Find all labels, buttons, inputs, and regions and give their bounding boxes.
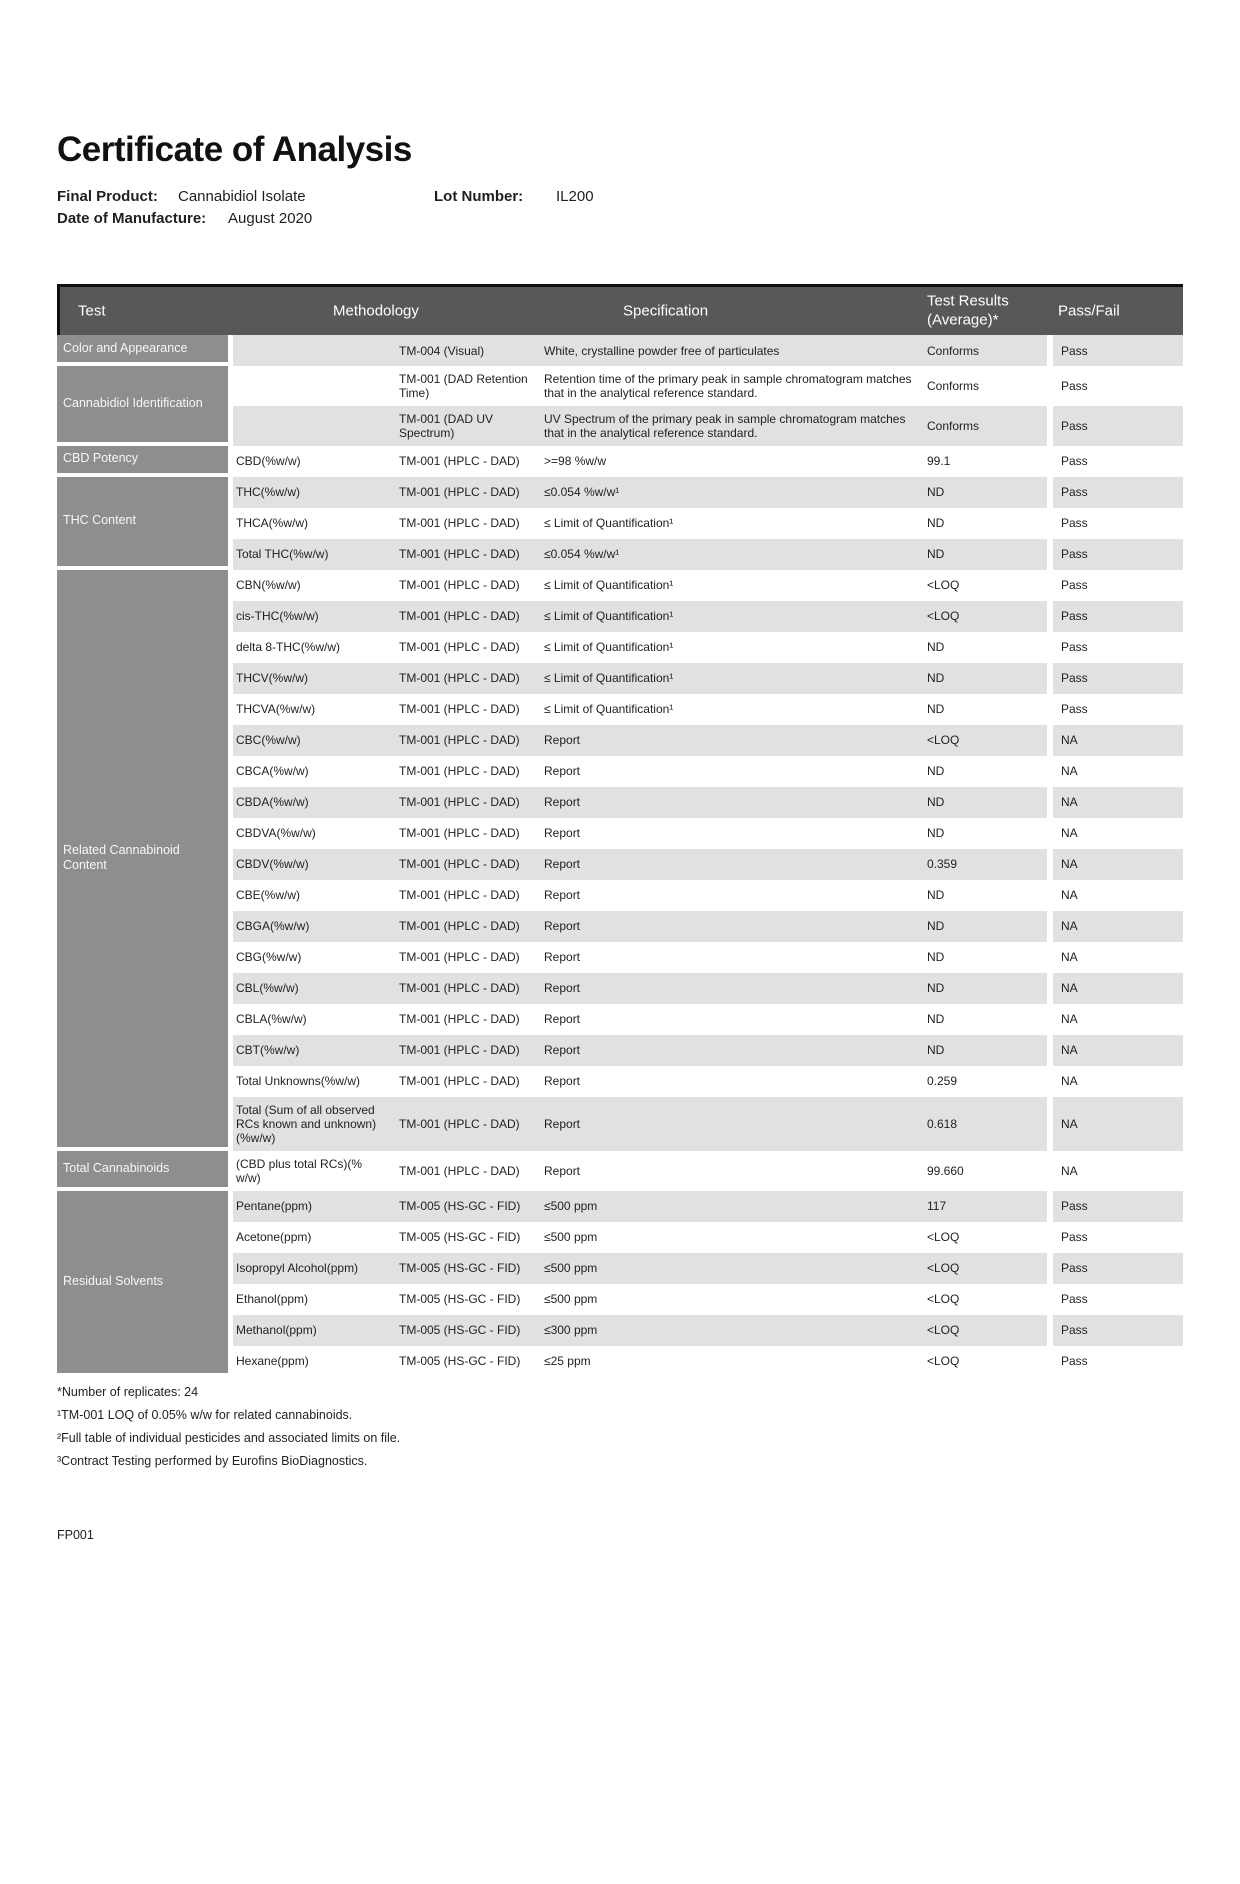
methodology-cell: TM-001 (HPLC - DAD) [396,756,541,787]
table-row [233,1346,1183,1377]
specification-cell: ≤ Limit of Quantification¹ [541,632,924,663]
result-cell: 117 [924,1191,1047,1222]
category-cell: Residual Solvents [57,1191,228,1373]
methodology-cell: TM-001 (DAD Retention Time) [396,366,541,406]
group-rows [233,477,1183,570]
specification-cell: ≤500 ppm [541,1222,924,1253]
pass-fail-cell: NA [1053,911,1183,942]
result-cell: ND [924,880,1047,911]
analyte-cell: CBG(%w/w) [233,942,396,973]
pass-fail-cell: NA [1053,849,1183,880]
table-row [233,1222,1183,1253]
group-rows [233,366,1183,446]
footnote-loq: ¹TM-001 LOQ of 0.05% w/w for related cannabinoids. [57,1407,353,1422]
pass-fail-cell: Pass [1053,601,1183,632]
methodology-cell: TM-001 (HPLC - DAD) [396,663,541,694]
group-rows [233,335,1183,366]
group-rows [233,1191,1183,1377]
methodology-cell: TM-001 (HPLC - DAD) [396,849,541,880]
result-cell: ND [924,632,1047,663]
test-group [57,1151,1183,1191]
methodology-cell: TM-005 (HS-GC - FID) [396,1191,541,1222]
methodology-cell: TM-005 (HS-GC - FID) [396,1315,541,1346]
analyte-cell: CBDV(%w/w) [233,849,396,880]
specification-cell: Report [541,849,924,880]
specification-cell: Report [541,725,924,756]
methodology-cell: TM-005 (HS-GC - FID) [396,1346,541,1377]
table-row [233,663,1183,694]
pass-fail-cell: Pass [1053,570,1183,601]
methodology-cell: TM-001 (HPLC - DAD) [396,1097,541,1151]
group-rows [233,446,1183,477]
analyte-cell: THCA(%w/w) [233,508,396,539]
pass-fail-cell: Pass [1053,1222,1183,1253]
result-cell: <LOQ [924,570,1047,601]
coa-results-table [57,284,1183,1377]
analyte-cell: Pentane(ppm) [233,1191,396,1222]
methodology-cell: TM-001 (HPLC - DAD) [396,570,541,601]
methodology-cell: TM-005 (HS-GC - FID) [396,1222,541,1253]
category-cell: CBD Potency [57,446,228,473]
pass-fail-cell: Pass [1053,446,1183,477]
analyte-cell: CBLA(%w/w) [233,1004,396,1035]
table-row [233,1191,1183,1222]
analyte-cell: Ethanol(ppm) [233,1284,396,1315]
result-cell: <LOQ [924,1284,1047,1315]
result-cell: Conforms [924,366,1047,406]
specification-cell: White, crystalline powder free of particulates [541,335,924,366]
result-cell: ND [924,1004,1047,1035]
table-row [233,366,1183,406]
analyte-cell: Isopropyl Alcohol(ppm) [233,1253,396,1284]
pass-fail-cell: NA [1053,1035,1183,1066]
result-cell: ND [924,942,1047,973]
pass-fail-cell: Pass [1053,1191,1183,1222]
table-row [233,1253,1183,1284]
product-lot-line [57,188,1183,210]
result-cell: <LOQ [924,1346,1047,1377]
specification-cell: Report [541,942,924,973]
specification-cell: Report [541,1035,924,1066]
specification-cell: ≤ Limit of Quantification¹ [541,570,924,601]
pass-fail-cell: NA [1053,880,1183,911]
pass-fail-cell: Pass [1053,406,1183,446]
table-row [233,694,1183,725]
group-rows [233,1151,1183,1191]
table-row [233,632,1183,663]
smudge-artifact: · [1133,339,1136,349]
methodology-cell: TM-001 (HPLC - DAD) [396,818,541,849]
analyte-cell [233,366,396,406]
analyte-cell: Total Unknowns(%w/w) [233,1066,396,1097]
result-cell: ND [924,477,1047,508]
table-row [233,973,1183,1004]
specification-cell: Retention time of the primary peak in sample chromatogram matches that in the analytical reference standard. [541,366,924,406]
methodology-cell: TM-001 (HPLC - DAD) [396,942,541,973]
result-cell: 0.359 [924,849,1047,880]
specification-cell: ≤ Limit of Quantification¹ [541,663,924,694]
table-row [233,787,1183,818]
final-product-value: Cannabidiol Isolate [178,188,306,205]
analyte-cell: Hexane(ppm) [233,1346,396,1377]
methodology-cell: TM-001 (HPLC - DAD) [396,1035,541,1066]
analyte-cell: CBDVA(%w/w) [233,818,396,849]
form-number: FP001 [57,1528,94,1543]
specification-cell: ≤500 ppm [541,1191,924,1222]
column-header-specification: Specification [623,302,709,320]
date-of-manufacture-label: Date of Manufacture: [57,210,207,227]
result-cell: <LOQ [924,1253,1047,1284]
analyte-cell: THC(%w/w) [233,477,396,508]
test-group [57,335,1183,366]
footnote-contract: ³Contract Testing performed by Eurofins BioDiagnostics. [57,1453,368,1468]
methodology-cell: TM-001 (HPLC - DAD) [396,1151,541,1191]
analyte-cell: Acetone(ppm) [233,1222,396,1253]
pass-fail-cell: NA [1053,787,1183,818]
pass-fail-cell: Pass [1053,694,1183,725]
methodology-cell: TM-001 (HPLC - DAD) [396,725,541,756]
analyte-cell: THCVA(%w/w) [233,694,396,725]
result-cell: ND [924,663,1047,694]
pass-fail-cell: Pass [1053,1253,1183,1284]
analyte-cell: delta 8-THC(%w/w) [233,632,396,663]
methodology-cell: TM-005 (HS-GC - FID) [396,1253,541,1284]
pass-fail-cell: Pass [1053,539,1183,570]
analyte-cell [233,406,396,446]
result-cell: Conforms [924,335,1047,366]
specification-cell: ≤25 ppm [541,1346,924,1377]
specification-cell: ≤ Limit of Quantification¹ [541,508,924,539]
specification-cell: ≤ Limit of Quantification¹ [541,601,924,632]
result-cell: <LOQ [924,1315,1047,1346]
column-header-test-results: Test Results (Average)* [927,292,1009,328]
specification-cell: Report [541,911,924,942]
column-header-pass-fail: Pass/Fail [1058,302,1120,320]
footnote-pesticides: ²Full table of individual pesticides and associated limits on file. [57,1430,401,1445]
analyte-cell: CBC(%w/w) [233,725,396,756]
result-cell: ND [924,818,1047,849]
analyte-cell: Methanol(ppm) [233,1315,396,1346]
analyte-cell: (CBD plus total RCs)(% w/w) [233,1151,396,1191]
table-row [233,570,1183,601]
table-body [57,335,1183,1377]
analyte-cell: CBL(%w/w) [233,973,396,1004]
specification-cell: Report [541,1066,924,1097]
test-group [57,446,1183,477]
specification-cell: ≤ Limit of Quantification¹ [541,694,924,725]
methodology-cell: TM-001 (HPLC - DAD) [396,911,541,942]
specification-cell: ≤500 ppm [541,1284,924,1315]
pass-fail-cell: Pass [1053,632,1183,663]
final-product-label: Final Product: [57,188,158,205]
pass-fail-cell: Pass [1053,335,1183,366]
analyte-cell: CBN(%w/w) [233,570,396,601]
table-row [233,942,1183,973]
page-title: Certificate of Analysis [57,130,412,169]
analyte-cell: CBD(%w/w) [233,446,396,477]
table-header-row [57,284,1183,335]
result-cell: ND [924,787,1047,818]
lot-number-label: Lot Number: [434,188,524,205]
methodology-cell: TM-001 (HPLC - DAD) [396,1066,541,1097]
table-row [233,818,1183,849]
analyte-cell: Total (Sum of all observed RCs known and unknown) (%w/w) [233,1097,396,1151]
pass-fail-cell: NA [1053,725,1183,756]
table-row [233,477,1183,508]
result-cell: <LOQ [924,1222,1047,1253]
pass-fail-cell: Pass [1053,1284,1183,1315]
test-group [57,1191,1183,1377]
analyte-cell [233,335,396,366]
specification-cell: Report [541,1004,924,1035]
result-cell: ND [924,1035,1047,1066]
table-row [233,539,1183,570]
result-cell: 99.660 [924,1151,1047,1191]
methodology-cell: TM-005 (HS-GC - FID) [396,1284,541,1315]
table-row [233,406,1183,446]
methodology-cell: TM-001 (HPLC - DAD) [396,539,541,570]
specification-cell: >=98 %w/w [541,446,924,477]
table-row [233,1097,1183,1151]
table-row [233,756,1183,787]
specification-cell: Report [541,818,924,849]
pass-fail-cell: Pass [1053,508,1183,539]
result-cell: ND [924,694,1047,725]
specification-cell: Report [541,973,924,1004]
pass-fail-cell: NA [1053,1151,1183,1191]
pass-fail-cell: NA [1053,973,1183,1004]
methodology-cell: TM-001 (HPLC - DAD) [396,477,541,508]
pass-fail-cell: Pass [1053,1346,1183,1377]
category-cell: THC Content [57,477,228,566]
table-row [233,725,1183,756]
table-row [233,601,1183,632]
pass-fail-cell: Pass [1053,477,1183,508]
analyte-cell: CBE(%w/w) [233,880,396,911]
specification-cell: ≤500 ppm [541,1253,924,1284]
date-of-manufacture-value: August 2020 [228,210,313,227]
table-row [233,1315,1183,1346]
methodology-cell: TM-001 (HPLC - DAD) [396,446,541,477]
certificate-page [57,130,1183,1542]
result-cell: <LOQ [924,601,1047,632]
result-cell: ND [924,539,1047,570]
pass-fail-cell: NA [1053,942,1183,973]
specification-cell: Report [541,1097,924,1151]
specification-cell: ≤0.054 %w/w¹ [541,539,924,570]
pass-fail-cell: Pass [1053,366,1183,406]
methodology-cell: TM-001 (HPLC - DAD) [396,508,541,539]
result-cell: 99.1 [924,446,1047,477]
specification-cell: Report [541,1151,924,1191]
column-header-test: Test [78,302,106,320]
footnote-replicates: *Number of replicates: 24 [57,1384,199,1399]
table-row [233,1151,1183,1191]
table-row [233,880,1183,911]
result-cell: <LOQ [924,725,1047,756]
result-cell: ND [924,911,1047,942]
result-cell: Conforms [924,406,1047,446]
group-rows [233,570,1183,1151]
table-row [233,1004,1183,1035]
methodology-cell: TM-001 (HPLC - DAD) [396,632,541,663]
pass-fail-cell: NA [1053,1066,1183,1097]
analyte-cell: CBCA(%w/w) [233,756,396,787]
analyte-cell: THCV(%w/w) [233,663,396,694]
column-header-methodology: Methodology [333,302,419,320]
specification-cell: Report [541,787,924,818]
pass-fail-cell: NA [1053,756,1183,787]
pass-fail-cell: NA [1053,1097,1183,1151]
pass-fail-cell: Pass [1053,663,1183,694]
specification-cell: ≤0.054 %w/w¹ [541,477,924,508]
specification-cell: ≤300 ppm [541,1315,924,1346]
footnotes [57,1383,1183,1471]
analyte-cell: Total THC(%w/w) [233,539,396,570]
methodology-cell: TM-001 (DAD UV Spectrum) [396,406,541,446]
methodology-cell: TM-001 (HPLC - DAD) [396,601,541,632]
analyte-cell: CBGA(%w/w) [233,911,396,942]
category-cell: Cannabidiol Identification [57,366,228,442]
test-group [57,477,1183,570]
analyte-cell: cis-THC(%w/w) [233,601,396,632]
pass-fail-cell: Pass [1053,1315,1183,1346]
table-row [233,911,1183,942]
pass-fail-cell: NA [1053,1004,1183,1035]
methodology-cell: TM-004 (Visual) [396,335,541,366]
table-row [233,1284,1183,1315]
result-cell: 0.618 [924,1097,1047,1151]
analyte-cell: CBDA(%w/w) [233,787,396,818]
specification-cell: UV Spectrum of the primary peak in sample chromatogram matches that in the analytical reference standard. [541,406,924,446]
result-cell: ND [924,508,1047,539]
table-row [233,1035,1183,1066]
methodology-cell: TM-001 (HPLC - DAD) [396,694,541,725]
result-cell: 0.259 [924,1066,1047,1097]
table-row [233,335,1183,366]
table-row [233,849,1183,880]
specification-cell: Report [541,880,924,911]
table-row [233,1066,1183,1097]
test-group [57,366,1183,446]
pass-fail-cell: NA [1053,818,1183,849]
methodology-cell: TM-001 (HPLC - DAD) [396,1004,541,1035]
table-row [233,508,1183,539]
methodology-cell: TM-001 (HPLC - DAD) [396,787,541,818]
table-row [233,446,1183,477]
result-cell: ND [924,756,1047,787]
specification-cell: Report [541,756,924,787]
manufacture-date-line [57,210,1183,232]
lot-number-value: IL200 [556,188,594,205]
methodology-cell: TM-001 (HPLC - DAD) [396,973,541,1004]
methodology-cell: TM-001 (HPLC - DAD) [396,880,541,911]
test-group [57,570,1183,1151]
category-cell: Total Cannabinoids [57,1151,228,1187]
category-cell: Color and Appearance [57,335,228,362]
analyte-cell: CBT(%w/w) [233,1035,396,1066]
category-cell: Related Cannabinoid Content [57,570,228,1147]
result-cell: ND [924,973,1047,1004]
